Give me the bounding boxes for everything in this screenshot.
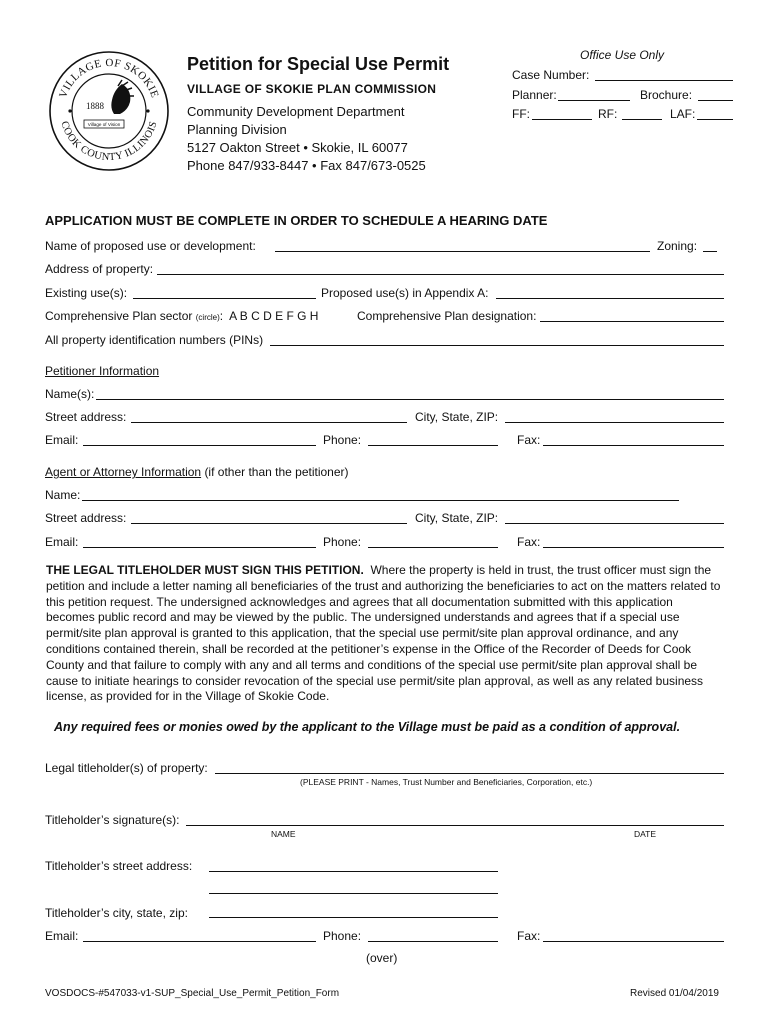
document-id: VOSDOCS-#547033-v1-SUP_Special_Use_Permit_Petition_Form — [45, 988, 340, 999]
laf-label: LAF: — [670, 107, 696, 121]
proposed-appendix-field[interactable] — [496, 298, 724, 299]
planner-field[interactable] — [558, 100, 630, 101]
proposed-appendix-label: Proposed use(s) in Appendix A: — [321, 286, 489, 300]
legal-titleholder-field[interactable] — [215, 773, 724, 774]
titleholder-fax-label: Fax: — [517, 929, 541, 943]
agent-email-label: Email: — [45, 535, 79, 549]
sector-options[interactable]: A B C D E F G H — [229, 309, 319, 323]
case-number-field[interactable] — [595, 80, 733, 81]
over-note: (over) — [366, 951, 398, 965]
revision-date: Revised 01/04/2019 — [630, 988, 719, 999]
zoning-label: Zoning: — [657, 239, 698, 253]
titleholder-phone-label: Phone: — [323, 929, 362, 943]
petitioner-email-field[interactable] — [83, 445, 316, 446]
petitioner-street-label: Street address: — [45, 410, 127, 424]
petitioner-fax-field[interactable] — [543, 445, 724, 446]
ff-label: FF: — [512, 107, 530, 121]
brochure-label: Brochure: — [640, 88, 693, 102]
print-instruction: (PLEASE PRINT - Names, Trust Number and Beneficiaries, Corporation, etc.) — [300, 777, 593, 787]
rf-field[interactable] — [622, 119, 662, 120]
office-use-title: Office Use Only — [580, 48, 665, 62]
titleholder-fax-field[interactable] — [543, 941, 724, 942]
petitioner-phone-label: Phone: — [323, 433, 362, 447]
svg-text:VILLAGE OF SKOKIE: VILLAGE OF SKOKIE — [57, 56, 161, 100]
page-title: Petition for Special Use Permit — [187, 54, 450, 74]
plan-designation-label: Comprehensive Plan designation: — [357, 309, 537, 323]
petitioner-city-field[interactable] — [505, 422, 724, 423]
petitioner-street-field[interactable] — [131, 422, 407, 423]
agent-fax-label: Fax: — [517, 535, 541, 549]
existing-use-label: Existing use(s): — [45, 286, 128, 300]
agent-name-label: Name: — [45, 488, 81, 502]
legal-paragraph — [46, 563, 722, 705]
village-seal-logo — [48, 50, 170, 172]
property-address-label: Address of property: — [45, 262, 154, 276]
titleholder-phone-field[interactable] — [368, 941, 498, 942]
agent-phone-label: Phone: — [323, 535, 362, 549]
legal-bold-statement: THE LEGAL TITLEHOLDER MUST SIGN THIS PETITION. — [46, 563, 364, 577]
agent-street-field[interactable] — [131, 523, 407, 524]
petitioner-phone-field[interactable] — [368, 445, 498, 446]
petitioner-city-label: City, State, ZIP: — [415, 410, 499, 424]
titleholder-email-label: Email: — [45, 929, 79, 943]
svg-text:COOK COUNTY ILLINOIS: COOK COUNTY ILLINOIS — [58, 119, 160, 164]
signature-date-caption: DATE — [634, 829, 657, 839]
titleholder-email-field[interactable] — [83, 941, 316, 942]
petitioner-fax-label: Fax: — [517, 433, 541, 447]
petitioner-heading: Petitioner Information — [45, 364, 160, 378]
department-name: Community Development Department — [187, 104, 405, 119]
legal-titleholder-label: Legal titleholder(s) of property: — [45, 761, 208, 775]
agent-email-field[interactable] — [83, 547, 316, 548]
property-address-field[interactable] — [157, 274, 724, 275]
petitioner-email-label: Email: — [45, 433, 79, 447]
svg-text:Village of Vision: Village of Vision — [87, 122, 121, 127]
pins-field[interactable] — [270, 345, 724, 346]
agent-city-field[interactable] — [505, 523, 724, 524]
plan-designation-field[interactable] — [540, 321, 724, 322]
titleholder-street-field-2[interactable] — [209, 893, 498, 894]
pins-label: All property identification numbers (PINs) — [45, 333, 264, 347]
petitioner-names-field[interactable] — [96, 399, 724, 400]
planner-label: Planner: — [512, 88, 557, 102]
division-name: Planning Division — [187, 122, 287, 137]
office-address: 5127 Oakton Street • Skokie, IL 60077 — [187, 140, 408, 155]
office-phone-fax: Phone 847/933-8447 • Fax 847/673-0525 — [187, 158, 426, 173]
svg-text:1888: 1888 — [86, 101, 104, 111]
proposed-use-field[interactable] — [275, 251, 650, 252]
agent-phone-field[interactable] — [368, 547, 498, 548]
rf-label: RF: — [598, 107, 618, 121]
plan-sector-label: Comprehensive Plan sector (circle): A B C D E F G H — [45, 309, 319, 323]
commission-name: VILLAGE OF SKOKIE PLAN COMMISSION — [187, 82, 437, 96]
signature-name-caption: NAME — [271, 829, 296, 839]
titleholder-street-field[interactable] — [209, 871, 498, 872]
laf-field[interactable] — [697, 119, 733, 120]
titleholder-street-label: Titleholder’s street address: — [45, 859, 193, 873]
zoning-field[interactable] — [703, 251, 717, 252]
signature-field[interactable] — [186, 825, 724, 826]
case-number-label: Case Number: — [512, 68, 590, 82]
petitioner-names-label: Name(s): — [45, 387, 95, 401]
proposed-use-label: Name of proposed use or development: — [45, 239, 256, 253]
signature-label: Titleholder’s signature(s): — [45, 813, 180, 827]
agent-heading: Agent or Attorney Information (if other than the petitioner) — [45, 465, 349, 479]
fees-notice: Any required fees or monies owed by the applicant to the Village must be paid as a condition of approval. — [54, 720, 681, 734]
titleholder-city-field[interactable] — [209, 917, 498, 918]
application-heading: APPLICATION MUST BE COMPLETE IN ORDER TO SCHEDULE A HEARING DATE — [45, 213, 548, 228]
agent-street-label: Street address: — [45, 511, 127, 525]
circle-hint: (circle) — [195, 313, 220, 322]
agent-name-field[interactable] — [82, 500, 679, 501]
ff-field[interactable] — [532, 119, 592, 120]
agent-fax-field[interactable] — [543, 547, 724, 548]
brochure-field[interactable] — [698, 100, 733, 101]
titleholder-city-label: Titleholder’s city, state, zip: — [45, 906, 188, 920]
existing-use-field[interactable] — [133, 298, 316, 299]
legal-text: Where the property is held in trust, the trust officer must sign the petition and include a letter naming all beneficiaries of the trust and authorizing the beneficiaries to act on the matters related to this petition request. The undersigned acknowledges and agrees that all documentation submitted with this application becomes public record and may be viewed by the public. The undersigned understands and agrees that if a special use permit/site plan approval is granted to this application, that the special use permit/site plan approval ordinance, and any conditions contained therein, shall be recorded at the petitioner’s expense in the Office of the Recorder of Deeds for Cook County and that failure to comply with any and all terms and conditions of the special use permit/site plan approval shall be cause to initiate hearings to consider revocation of the special use permit/site plan approval, as well as any related business license, as provided for in the Village of Skokie Code. — [46, 563, 721, 704]
agent-city-label: City, State, ZIP: — [415, 511, 499, 525]
